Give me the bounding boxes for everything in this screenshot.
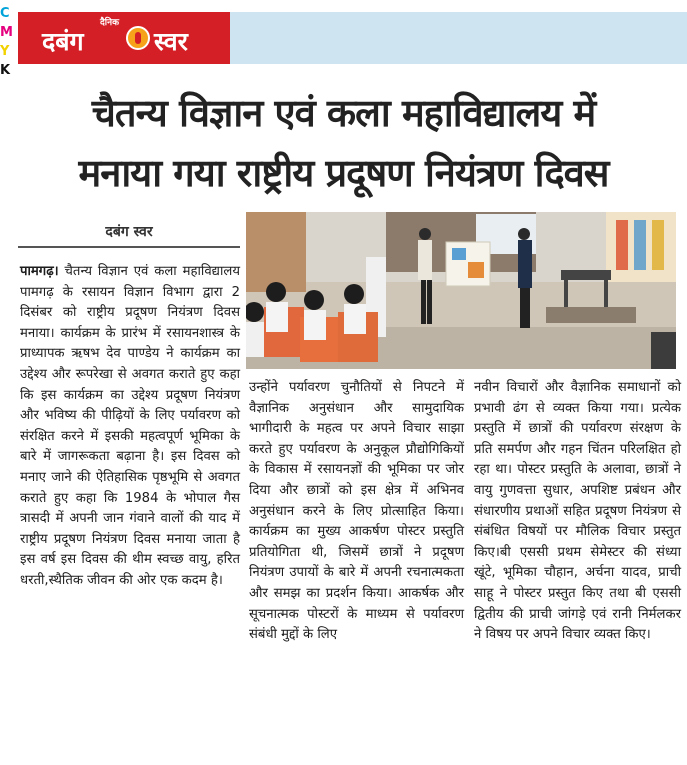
article-text-col1: चैतन्य विज्ञान एवं कला महाविद्यालय पामगढ़ के रसायन विज्ञान विभाग द्वारा 2 दिसंबर को राष्ट्रीय प्रदूषण नियंत्रण दिवस मनाया। कार्यक्रम के प्रारंभ में रसायनशास्त्र के प्राध्यापक ऋषभ देव पाण्डेय ने कार्यक्रम का उद्देश्य और रूपरेखा से अवगत कराते हुए कहा कि इस कार्यक्रम का उद्देश्य प्रदूषण नियंत्रण और भविष्य की पीढ़ियों के लिए पर्यावरण को संरक्षित करने में इसकी महत्वपूर्ण भूमिका के बारे में जागरूकता बढ़ाना है। इस दिवस को मनाए जाने की ऐतिहासिक पृष्ठभूमि से अवगत कराते हुए कहा कि 1984 के भोपाल गैस त्रासदी में अपनी जान गंवाने वालों की याद में राष्ट्रीय प्रदूषण नियंत्रण दिवस मनाया जाता है इस वर्ष इस दिवस की थीम स्वच्छ वायु, हरित धरती,स्थैतिक जीवन की ओर एक कदम है। <box>20 264 240 588</box>
article-column-1 <box>20 262 240 592</box>
article-column-3 <box>474 378 681 646</box>
headline-line-1: चैतन्य विज्ञान एवं कला महाविद्यालय में <box>91 91 596 135</box>
dateline: पामगढ़। <box>20 264 59 279</box>
newspaper-logo <box>18 12 230 64</box>
reg-mark-c: C <box>0 6 10 21</box>
byline-divider <box>18 246 240 248</box>
logo-word-1: दबंग <box>42 27 84 56</box>
logo-tagline: दैनिक <box>100 18 120 28</box>
color-registration-marks <box>0 4 14 80</box>
article-text-col2: उन्होंने पर्यावरण चुनौतियों से निपटने में वैज्ञानिक अनुसंधान और सामुदायिक भागीदारी के महत्व पर अपने विचार साझा करते हुए पर्यावरण के अनुकूल प्रौद्योगिकियों के विकास में रसायनज्ञों की भूमिका पर जोर दिया और छात्रों को इस क्षेत्र में अभिनव अनुसंधान करने के लिए प्रोत्साहित किया। कार्यक्रम का मुख्य आकर्षण पोस्टर प्रस्तुति प्रतियोगिता थी, जिसमें छात्रों ने प्रदूषण नियंत्रण उपायों के बारे में अपनी रचनात्मकता और समझ का प्रदर्शन किया। आकर्षक और सूचनात्मक पोस्टरों के माध्यम से पर्यावरण संबंधी मुद्दों के लिए <box>249 380 464 643</box>
reg-mark-m: M <box>0 25 13 40</box>
reg-mark-k: K <box>0 63 11 78</box>
fist-logo-icon <box>126 26 150 50</box>
byline: दबंग स्वर <box>105 224 153 240</box>
logo-word-2: स्वर <box>154 27 188 56</box>
reg-mark-y: Y <box>0 44 10 59</box>
news-photo <box>246 212 676 369</box>
article-text-col3: नवीन विचारों और वैज्ञानिक समाधानों को प्रभावी ढंग से व्यक्त किया गया। प्रत्येक प्रस्तुति में छात्रों की पर्यावरण संरक्षण के प्रति समर्पण और गहन चिंतन परिलक्षित हो रहा था। पोस्टर प्रस्तुति के अलावा, छात्रों ने वायु गुणवत्ता सुधार, अपशिष्ट प्रबंधन और संधारणीय प्रथाओं सहित प्रदूषण नियंत्रण से संबंधित विषयों पर मौलिक विचार प्रस्तुत किए।बी एससी प्रथम सेमेस्टर की संध्या खूंटे, भूमिका चौहान, अर्चना यादव, प्राची साहू ने पोस्टर प्रस्तुत किए तथा बी एससी द्वितीय की प्राची जांगड़े एवं रानी निर्मलकर ने विषय पर अपने विचार व्यक्त किए। <box>474 380 681 643</box>
article-column-2 <box>249 378 464 646</box>
headline-line-2: मनाया गया राष्ट्रीय प्रदूषण नियंत्रण दिवस <box>78 151 609 195</box>
